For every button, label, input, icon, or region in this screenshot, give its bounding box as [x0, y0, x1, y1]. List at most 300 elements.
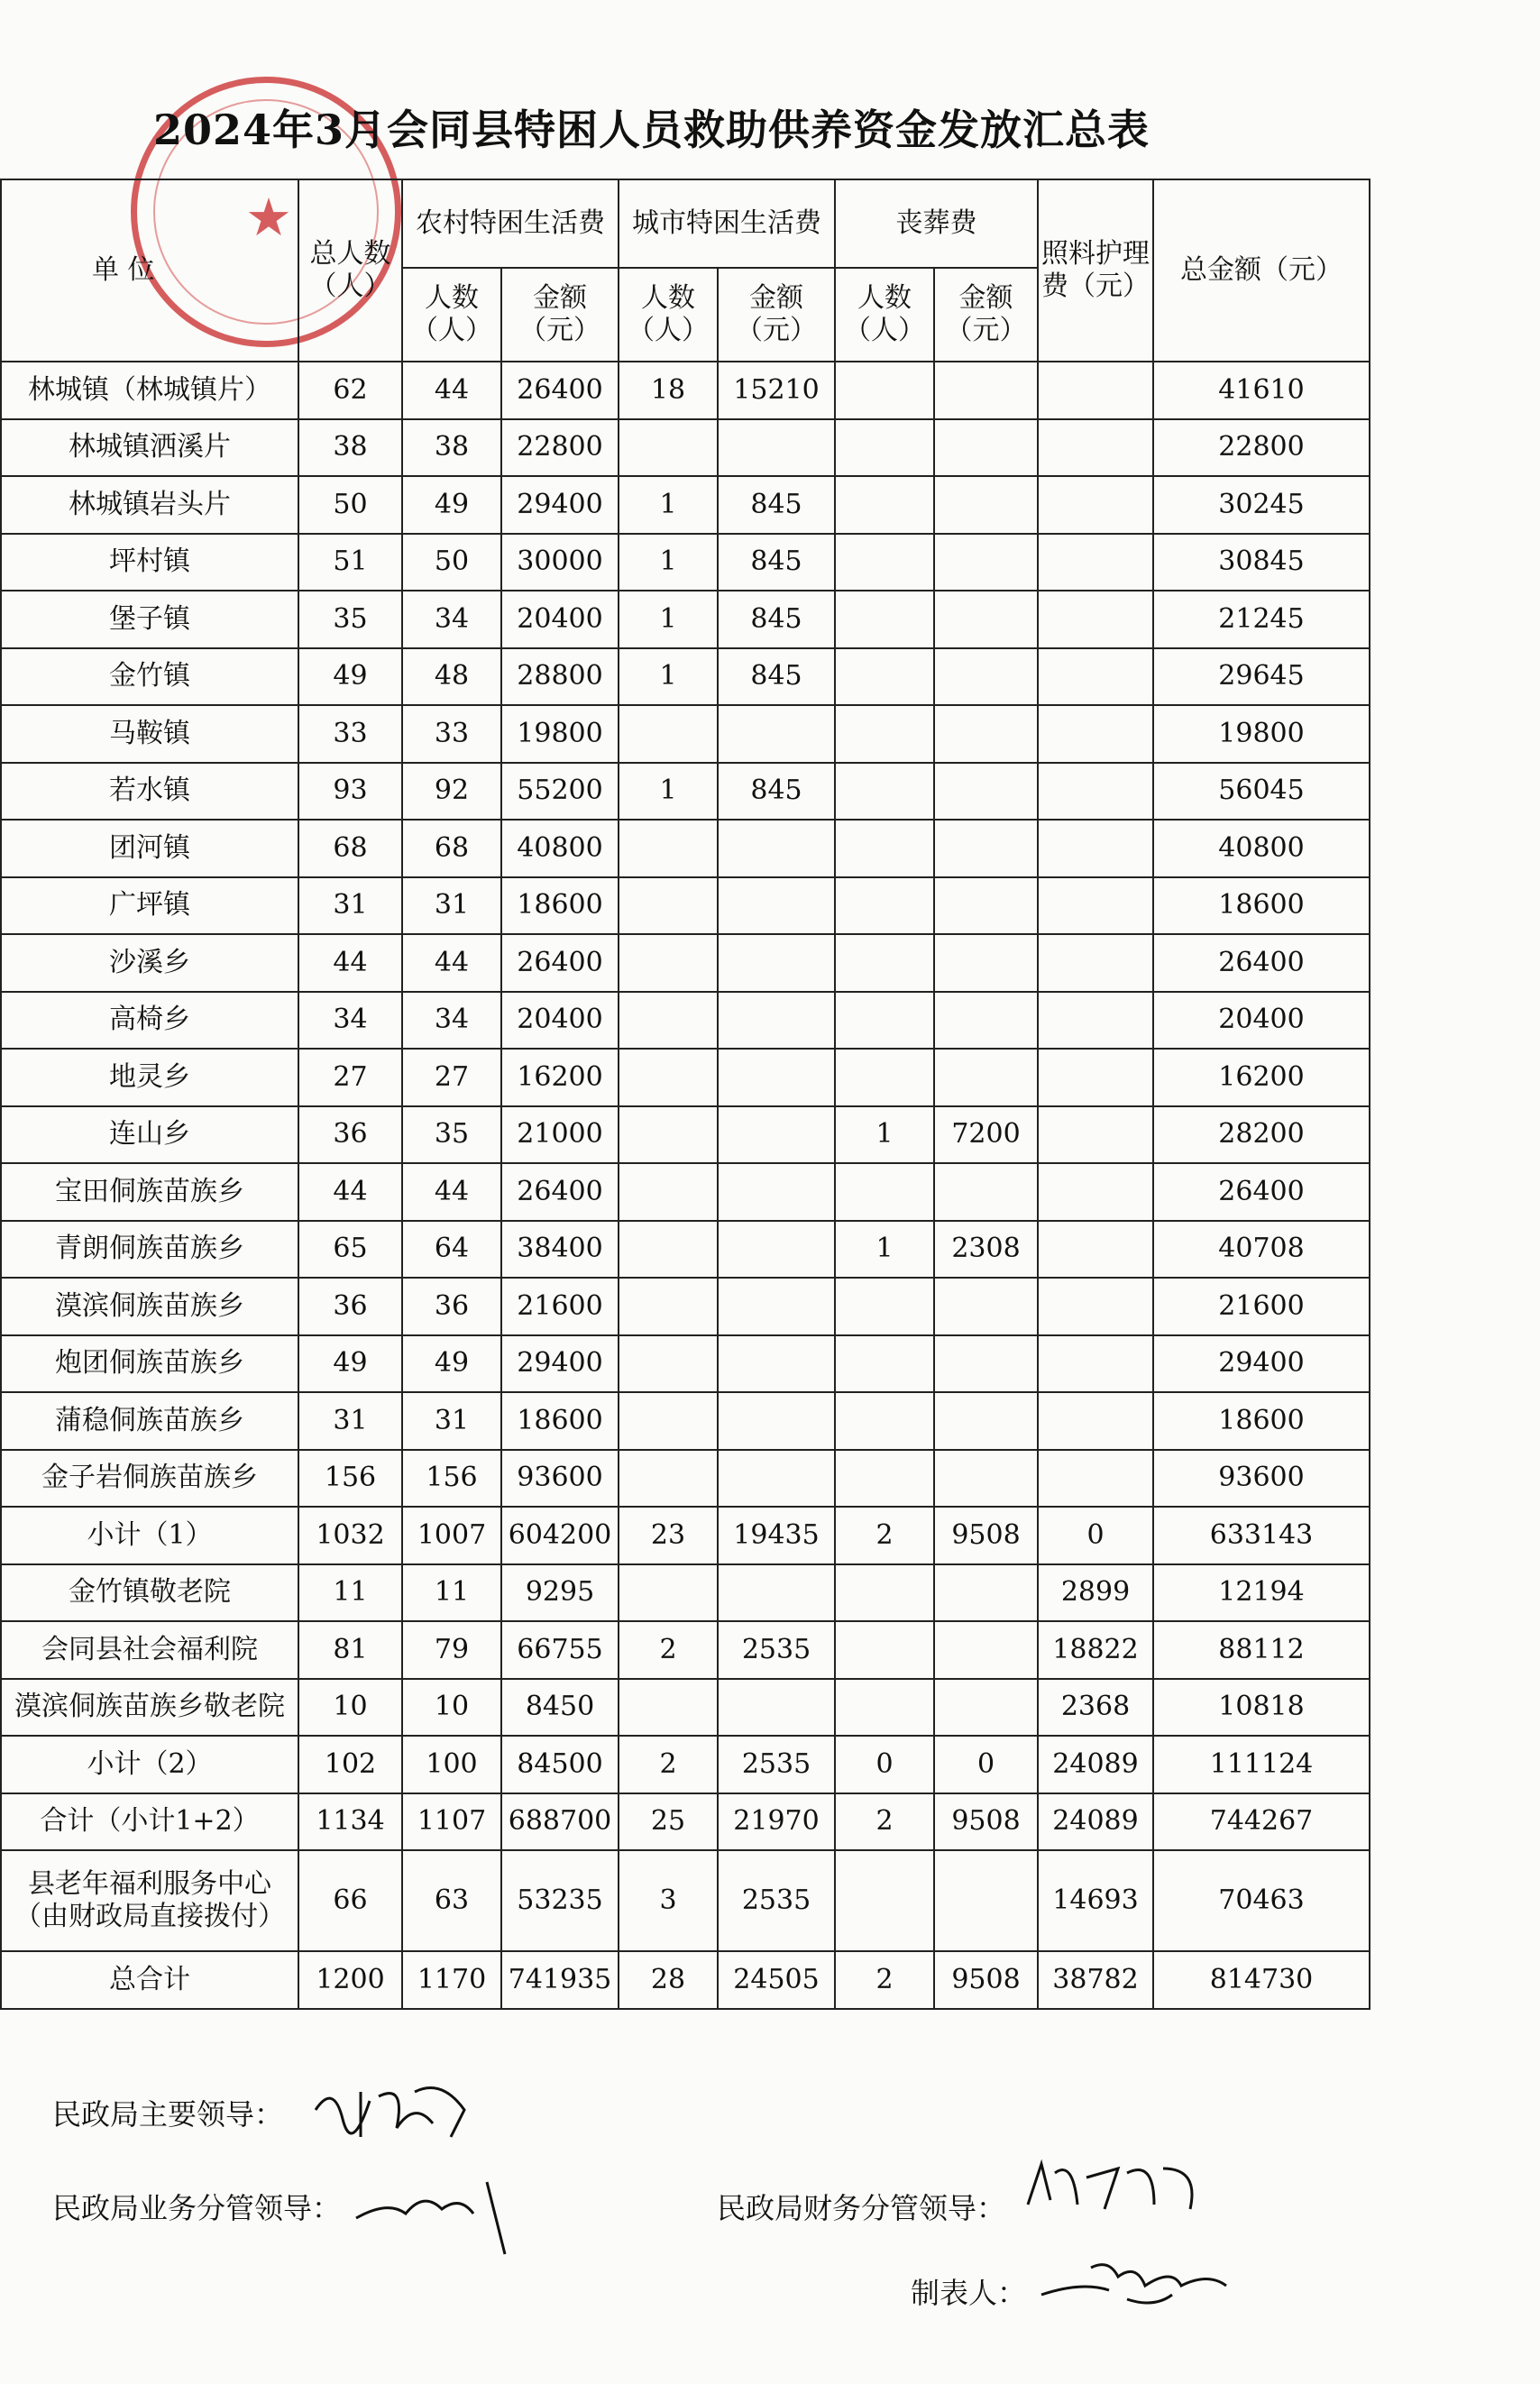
cell-care	[1038, 591, 1153, 648]
cell-urban-amt: 24505	[718, 1951, 835, 2009]
cell-fun-amt	[934, 534, 1038, 591]
cell-urban-n: 1	[619, 763, 718, 821]
cell-urban-n	[619, 1106, 718, 1164]
header-funeral-people: 人数（人）	[835, 268, 934, 362]
cell-fun-n	[835, 1049, 934, 1106]
cell-sum: 30845	[1153, 534, 1370, 591]
cell-total: 1200	[298, 1951, 402, 2009]
cell-total: 49	[298, 648, 402, 706]
preparer-label: 制表人：	[911, 2276, 1027, 2310]
cell-rural-amt: 21600	[501, 1278, 619, 1335]
table-row	[1, 1793, 1370, 1851]
cell-fun-amt	[934, 877, 1038, 935]
cell-urban-amt: 845	[718, 476, 835, 534]
cell-unit: 漠滨侗族苗族乡敬老院	[1, 1679, 298, 1737]
cell-fun-amt	[934, 1679, 1038, 1737]
table-row	[1, 763, 1370, 821]
table-row	[1, 648, 1370, 706]
cell-urban-amt	[718, 992, 835, 1050]
cell-urban-amt	[718, 1221, 835, 1279]
business-leader-signature	[352, 2164, 532, 2263]
cell-fun-amt: 2308	[934, 1221, 1038, 1279]
cell-total: 11	[298, 1564, 402, 1622]
cell-urban-amt	[718, 820, 835, 877]
cell-urban-amt	[718, 1278, 835, 1335]
cell-care	[1038, 820, 1153, 877]
cell-urban-n: 1	[619, 591, 718, 648]
cell-urban-n	[619, 934, 718, 992]
finance-leader-signature	[1019, 2150, 1208, 2223]
header-rural-people: 人数（人）	[402, 268, 501, 362]
table-row	[1, 1278, 1370, 1335]
cell-fun-n	[835, 362, 934, 419]
table-row	[1, 705, 1370, 763]
cell-total: 31	[298, 1392, 402, 1450]
cell-urban-amt	[718, 1392, 835, 1450]
cell-fun-amt	[934, 992, 1038, 1050]
cell-fun-n	[835, 591, 934, 648]
cell-fun-amt	[934, 1564, 1038, 1622]
cell-urban-n	[619, 1392, 718, 1450]
cell-urban-n: 2	[619, 1621, 718, 1679]
cell-total: 27	[298, 1049, 402, 1106]
cell-fun-n: 0	[835, 1736, 934, 1793]
cell-sum: 93600	[1153, 1450, 1370, 1508]
cell-urban-amt: 2535	[718, 1736, 835, 1793]
cell-fun-n	[835, 1392, 934, 1450]
cell-sum: 16200	[1153, 1049, 1370, 1106]
cell-unit: 地灵乡	[1, 1049, 298, 1106]
cell-care	[1038, 992, 1153, 1050]
cell-urban-n	[619, 1278, 718, 1335]
table-row	[1, 534, 1370, 591]
cell-fun-amt	[934, 1163, 1038, 1221]
cell-care	[1038, 705, 1153, 763]
cell-urban-amt: 19435	[718, 1507, 835, 1564]
cell-sum: 111124	[1153, 1736, 1370, 1793]
cell-rural-amt: 26400	[501, 1163, 619, 1221]
cell-total: 66	[298, 1850, 402, 1951]
cell-rural-n: 10	[402, 1679, 501, 1737]
cell-urban-amt: 2535	[718, 1621, 835, 1679]
cell-rural-n: 64	[402, 1221, 501, 1279]
header-unit: 单 位	[1, 179, 298, 362]
header-urban-people: 人数（人）	[619, 268, 718, 362]
cell-sum: 41610	[1153, 362, 1370, 419]
cell-urban-n	[619, 419, 718, 477]
cell-total: 10	[298, 1679, 402, 1737]
table-body	[1, 362, 1370, 2009]
cell-total: 34	[298, 992, 402, 1050]
cell-urban-n: 3	[619, 1850, 718, 1951]
cell-sum: 26400	[1153, 934, 1370, 992]
cell-fun-n	[835, 763, 934, 821]
header-rural: 农村特困生活费	[402, 179, 619, 268]
cell-sum: 19800	[1153, 705, 1370, 763]
cell-unit: 会同县社会福利院	[1, 1621, 298, 1679]
cell-care	[1038, 1221, 1153, 1279]
cell-unit: 金竹镇敬老院	[1, 1564, 298, 1622]
cell-fun-amt	[934, 1621, 1038, 1679]
cell-fun-amt	[934, 591, 1038, 648]
cell-urban-n: 1	[619, 534, 718, 591]
table-row	[1, 877, 1370, 935]
cell-unit: 连山乡	[1, 1106, 298, 1164]
cell-rural-amt: 53235	[501, 1850, 619, 1951]
cell-unit: 沙溪乡	[1, 934, 298, 992]
cell-sum: 26400	[1153, 1163, 1370, 1221]
cell-fun-n: 2	[835, 1507, 934, 1564]
cell-sum: 29400	[1153, 1335, 1370, 1393]
cell-urban-amt	[718, 419, 835, 477]
cell-sum: 744267	[1153, 1793, 1370, 1851]
header-total-people: 总人数（人）	[298, 179, 402, 362]
cell-care	[1038, 1392, 1153, 1450]
cell-sum: 21245	[1153, 591, 1370, 648]
cell-care	[1038, 1049, 1153, 1106]
cell-urban-amt: 21970	[718, 1793, 835, 1851]
cell-urban-n: 25	[619, 1793, 718, 1851]
table-row	[1, 476, 1370, 534]
cell-sum: 28200	[1153, 1106, 1370, 1164]
cell-sum: 12194	[1153, 1564, 1370, 1622]
cell-rural-n: 48	[402, 648, 501, 706]
cell-total: 51	[298, 534, 402, 591]
cell-urban-n: 1	[619, 648, 718, 706]
cell-rural-amt: 55200	[501, 763, 619, 821]
cell-urban-n	[619, 1564, 718, 1622]
cell-rural-n: 50	[402, 534, 501, 591]
cell-urban-n: 18	[619, 362, 718, 419]
cell-urban-n	[619, 992, 718, 1050]
cell-unit: 若水镇	[1, 763, 298, 821]
cell-rural-n: 100	[402, 1736, 501, 1793]
cell-fun-amt: 9508	[934, 1951, 1038, 2009]
cell-rural-n: 156	[402, 1450, 501, 1508]
cell-sum: 40708	[1153, 1221, 1370, 1279]
cell-rural-n: 11	[402, 1564, 501, 1622]
cell-rural-n: 34	[402, 591, 501, 648]
cell-care: 24089	[1038, 1736, 1153, 1793]
cell-rural-amt: 16200	[501, 1049, 619, 1106]
cell-urban-n: 1	[619, 476, 718, 534]
table-row	[1, 1392, 1370, 1450]
cell-rural-amt: 20400	[501, 591, 619, 648]
cell-sum: 10818	[1153, 1679, 1370, 1737]
header-rural-amount: 金额（元）	[501, 268, 619, 362]
cell-care	[1038, 1450, 1153, 1508]
cell-rural-amt: 66755	[501, 1621, 619, 1679]
table-row	[1, 1335, 1370, 1393]
cell-rural-n: 31	[402, 877, 501, 935]
cell-urban-n	[619, 1049, 718, 1106]
cell-urban-amt	[718, 1564, 835, 1622]
cell-rural-n: 44	[402, 1163, 501, 1221]
header-urban: 城市特困生活费	[619, 179, 835, 268]
table-row	[1, 1163, 1370, 1221]
cell-urban-amt	[718, 1163, 835, 1221]
cell-rural-amt: 38400	[501, 1221, 619, 1279]
cell-urban-amt: 845	[718, 591, 835, 648]
cell-total: 93	[298, 763, 402, 821]
table-row	[1, 419, 1370, 477]
cell-fun-amt: 0	[934, 1736, 1038, 1793]
cell-rural-n: 44	[402, 362, 501, 419]
cell-fun-n: 1	[835, 1221, 934, 1279]
cell-rural-amt: 688700	[501, 1793, 619, 1851]
cell-care	[1038, 934, 1153, 992]
cell-urban-amt	[718, 1450, 835, 1508]
cell-total: 31	[298, 877, 402, 935]
cell-unit: 合计（小计1+2）	[1, 1793, 298, 1851]
cell-unit: 县老年福利服务中心（由财政局直接拨付）	[1, 1850, 298, 1951]
cell-total: 35	[298, 591, 402, 648]
cell-rural-amt: 40800	[501, 820, 619, 877]
cell-total: 36	[298, 1106, 402, 1164]
cell-sum: 18600	[1153, 877, 1370, 935]
cell-unit: 小计（1）	[1, 1507, 298, 1564]
cell-rural-amt: 19800	[501, 705, 619, 763]
cell-care: 14693	[1038, 1850, 1153, 1951]
cell-urban-amt	[718, 1679, 835, 1737]
cell-urban-amt	[718, 1335, 835, 1393]
cell-rural-amt: 84500	[501, 1736, 619, 1793]
cell-rural-amt: 29400	[501, 476, 619, 534]
cell-urban-n	[619, 1221, 718, 1279]
preparer-signature	[1037, 2245, 1235, 2317]
cell-urban-n	[619, 1163, 718, 1221]
cell-fun-n	[835, 705, 934, 763]
table-row	[1, 992, 1370, 1050]
cell-fun-amt: 9508	[934, 1507, 1038, 1564]
cell-rural-n: 34	[402, 992, 501, 1050]
cell-fun-n	[835, 534, 934, 591]
table-row	[1, 1736, 1370, 1793]
cell-fun-n	[835, 1679, 934, 1737]
cell-urban-n	[619, 877, 718, 935]
cell-care	[1038, 476, 1153, 534]
business-leader-label: 民政局业务分管领导：	[52, 2191, 342, 2225]
cell-care: 2368	[1038, 1679, 1153, 1737]
cell-total: 81	[298, 1621, 402, 1679]
cell-fun-amt	[934, 705, 1038, 763]
cell-urban-amt	[718, 705, 835, 763]
cell-total: 68	[298, 820, 402, 877]
main-leader-label: 民政局主要领导：	[52, 2097, 284, 2132]
cell-sum: 29645	[1153, 648, 1370, 706]
table-row	[1, 1049, 1370, 1106]
cell-care	[1038, 648, 1153, 706]
cell-fun-amt	[934, 648, 1038, 706]
cell-rural-n: 68	[402, 820, 501, 877]
cell-fun-n: 1	[835, 1106, 934, 1164]
cell-fun-amt	[934, 1278, 1038, 1335]
cell-fun-n: 2	[835, 1793, 934, 1851]
cell-urban-n: 28	[619, 1951, 718, 2009]
main-leader-signature	[307, 2074, 478, 2146]
cell-rural-amt: 18600	[501, 1392, 619, 1450]
cell-rural-amt: 29400	[501, 1335, 619, 1393]
summary-table	[0, 179, 1370, 2010]
cell-sum: 70463	[1153, 1850, 1370, 1951]
cell-fun-n	[835, 1621, 934, 1679]
cell-rural-n: 49	[402, 1335, 501, 1393]
table-row	[1, 362, 1370, 419]
cell-unit: 坪村镇	[1, 534, 298, 591]
table-row	[1, 1564, 1370, 1622]
table-row	[1, 591, 1370, 648]
cell-rural-n: 33	[402, 705, 501, 763]
cell-total: 44	[298, 934, 402, 992]
table-row	[1, 1621, 1370, 1679]
cell-urban-n: 2	[619, 1736, 718, 1793]
cell-fun-amt: 7200	[934, 1106, 1038, 1164]
page-title: 2024年3月会同县特困人员救助供养资金发放汇总表	[153, 105, 1150, 154]
cell-sum: 22800	[1153, 419, 1370, 477]
cell-unit: 金竹镇	[1, 648, 298, 706]
cell-rural-amt: 28800	[501, 648, 619, 706]
header-funeral-amount: 金额（元）	[934, 268, 1038, 362]
cell-care: 38782	[1038, 1951, 1153, 2009]
cell-fun-n	[835, 419, 934, 477]
cell-rural-n: 1170	[402, 1951, 501, 2009]
cell-fun-n	[835, 820, 934, 877]
cell-rural-n: 27	[402, 1049, 501, 1106]
cell-urban-amt: 845	[718, 534, 835, 591]
cell-rural-amt: 18600	[501, 877, 619, 935]
cell-unit: 漠滨侗族苗族乡	[1, 1278, 298, 1335]
cell-fun-n	[835, 992, 934, 1050]
header-urban-amount: 金额（元）	[718, 268, 835, 362]
cell-rural-n: 31	[402, 1392, 501, 1450]
cell-urban-amt: 2535	[718, 1850, 835, 1951]
header-care-fee: 照料护理费（元）	[1038, 179, 1153, 362]
cell-sum: 814730	[1153, 1951, 1370, 2009]
cell-care	[1038, 1335, 1153, 1393]
table-row	[1, 934, 1370, 992]
cell-unit: 广坪镇	[1, 877, 298, 935]
cell-urban-n	[619, 1335, 718, 1393]
cell-rural-n: 49	[402, 476, 501, 534]
cell-total: 62	[298, 362, 402, 419]
cell-rural-amt: 30000	[501, 534, 619, 591]
table-row	[1, 1850, 1370, 1951]
cell-care: 24089	[1038, 1793, 1153, 1851]
cell-rural-amt: 20400	[501, 992, 619, 1050]
table-row	[1, 1106, 1370, 1164]
cell-unit: 林城镇岩头片	[1, 476, 298, 534]
cell-fun-n	[835, 1278, 934, 1335]
cell-rural-amt: 9295	[501, 1564, 619, 1622]
cell-sum: 20400	[1153, 992, 1370, 1050]
cell-fun-n	[835, 1163, 934, 1221]
cell-fun-amt	[934, 1392, 1038, 1450]
cell-fun-n	[835, 1450, 934, 1508]
cell-unit: 林城镇洒溪片	[1, 419, 298, 477]
cell-fun-n	[835, 1335, 934, 1393]
cell-urban-amt	[718, 934, 835, 992]
table-row	[1, 1221, 1370, 1279]
table-row	[1, 1679, 1370, 1737]
cell-rural-amt: 93600	[501, 1450, 619, 1508]
cell-urban-amt	[718, 1049, 835, 1106]
cell-total: 102	[298, 1736, 402, 1793]
cell-total: 38	[298, 419, 402, 477]
cell-care	[1038, 1278, 1153, 1335]
cell-fun-amt	[934, 1049, 1038, 1106]
cell-total: 50	[298, 476, 402, 534]
cell-fun-n	[835, 877, 934, 935]
cell-sum: 88112	[1153, 1621, 1370, 1679]
cell-total: 65	[298, 1221, 402, 1279]
cell-rural-n: 1007	[402, 1507, 501, 1564]
table-row	[1, 1951, 1370, 2009]
cell-sum: 30245	[1153, 476, 1370, 534]
cell-unit: 蒲稳侗族苗族乡	[1, 1392, 298, 1450]
cell-urban-amt	[718, 877, 835, 935]
cell-urban-n: 23	[619, 1507, 718, 1564]
cell-care: 0	[1038, 1507, 1153, 1564]
cell-fun-amt	[934, 362, 1038, 419]
table-row	[1, 820, 1370, 877]
cell-unit: 宝田侗族苗族乡	[1, 1163, 298, 1221]
cell-fun-amt: 9508	[934, 1793, 1038, 1851]
header-funeral: 丧葬费	[835, 179, 1038, 268]
cell-total: 1032	[298, 1507, 402, 1564]
cell-rural-n: 63	[402, 1850, 501, 1951]
cell-unit: 总合计	[1, 1951, 298, 2009]
cell-fun-amt	[934, 1335, 1038, 1393]
cell-care	[1038, 763, 1153, 821]
cell-unit: 团河镇	[1, 820, 298, 877]
cell-sum: 56045	[1153, 763, 1370, 821]
cell-urban-amt: 15210	[718, 362, 835, 419]
cell-care	[1038, 419, 1153, 477]
cell-urban-amt: 845	[718, 648, 835, 706]
cell-urban-n	[619, 705, 718, 763]
cell-sum: 18600	[1153, 1392, 1370, 1450]
cell-unit: 马鞍镇	[1, 705, 298, 763]
cell-fun-n	[835, 1564, 934, 1622]
cell-care	[1038, 877, 1153, 935]
cell-fun-amt	[934, 1850, 1038, 1951]
cell-urban-n	[619, 820, 718, 877]
cell-total: 1134	[298, 1793, 402, 1851]
cell-fun-amt	[934, 934, 1038, 992]
cell-fun-n	[835, 648, 934, 706]
cell-fun-amt	[934, 1450, 1038, 1508]
cell-sum: 633143	[1153, 1507, 1370, 1564]
cell-care	[1038, 534, 1153, 591]
cell-rural-amt: 741935	[501, 1951, 619, 2009]
cell-fun-amt	[934, 476, 1038, 534]
cell-rural-amt: 26400	[501, 934, 619, 992]
cell-sum: 21600	[1153, 1278, 1370, 1335]
cell-rural-amt: 26400	[501, 362, 619, 419]
cell-rural-amt: 22800	[501, 419, 619, 477]
cell-fun-amt	[934, 763, 1038, 821]
cell-urban-amt: 845	[718, 763, 835, 821]
cell-unit: 堡子镇	[1, 591, 298, 648]
cell-rural-amt: 8450	[501, 1679, 619, 1737]
cell-unit: 高椅乡	[1, 992, 298, 1050]
cell-total: 49	[298, 1335, 402, 1393]
cell-rural-amt: 604200	[501, 1507, 619, 1564]
cell-unit: 小计（2）	[1, 1736, 298, 1793]
cell-care	[1038, 362, 1153, 419]
cell-fun-n	[835, 476, 934, 534]
cell-rural-n: 35	[402, 1106, 501, 1164]
